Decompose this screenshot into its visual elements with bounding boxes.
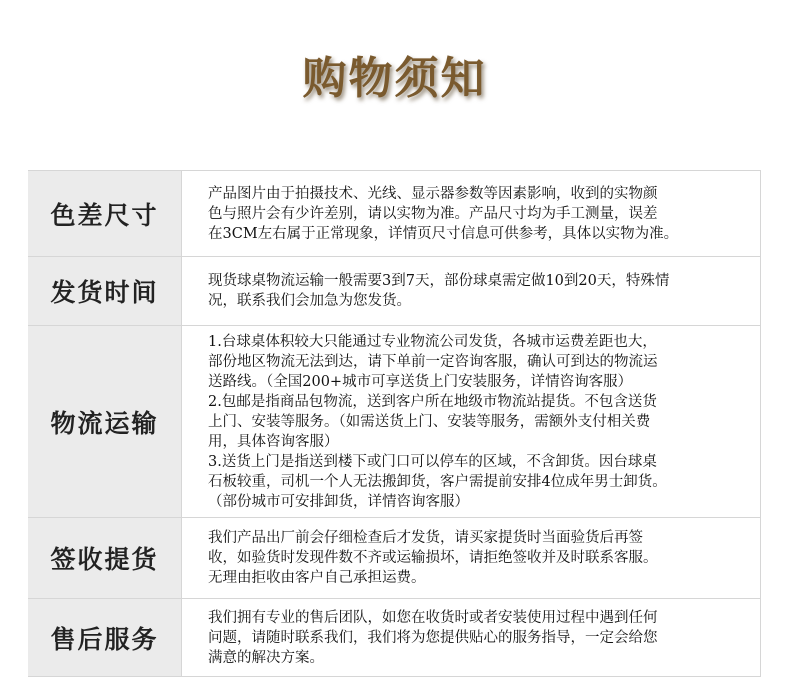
description-line: 满意的解决方案。: [208, 649, 324, 666]
row-color-size: [28, 171, 761, 257]
description-line: 我们拥有专业的售后团队，如您在收货时或者安装使用过程中遇到任何: [208, 609, 658, 626]
row-description: [181, 518, 761, 598]
row-after-sales: [28, 599, 761, 677]
row-description: [181, 599, 761, 676]
description-line: （部份城市可安排卸货，详情咨询客服）: [208, 493, 469, 510]
description-line: 现货球桌物流运输一般需要3到7天，部份球桌需定做10到20天，特殊情: [208, 273, 670, 289]
description-line: 色与照片会有少许差别，请以实物为准。产品尺寸均为手工测量，误差: [208, 205, 658, 222]
row-description: [181, 257, 761, 325]
description-line: 我们产品出厂前会仔细检查后才发货，请买家提货时当面验货后再签: [208, 530, 643, 546]
description-line: 收，如验货时发现件数不齐或运输损坏，请拒绝签收并及时联系客服。: [208, 550, 658, 566]
row-label: 发货时间: [50, 278, 159, 307]
description-line: 问题，请随时联系我们，我们将为您提供贴心的服务指导，一定会给您: [208, 629, 658, 646]
description-line: 石板较重，司机一个人无法搬卸货，客户需提前安排4位成年男士卸货。: [208, 473, 667, 490]
page-title: 购物须知: [302, 53, 487, 104]
row-description: [181, 171, 761, 256]
row-receipt-pickup: [28, 518, 761, 599]
description-line: 部份地区物流无法到达，请下单前一定咨询客服，确认可到达的物流运: [208, 353, 658, 370]
row-label: 售后服务: [50, 624, 159, 654]
row-logistics: [28, 326, 761, 518]
row-description: [181, 326, 761, 517]
description-line: 2.包邮是指商品包物流，送到客户所在地级市物流站提货。不包含送货: [208, 393, 657, 410]
description-line: 送路线。（全国200+城市可享送货上门安装服务，详情咨询客服）: [208, 373, 633, 390]
description-line: 无理由拒收由客户自己承担运费。: [208, 570, 426, 586]
description-line: 用，具体咨询客服）: [208, 433, 339, 450]
row-label: 色差尺寸: [50, 200, 159, 230]
description-line: 在3CM左右属于正常现象，详情页尺寸信息可供参考，具体以实物为准。: [208, 225, 679, 242]
description-line: 况，联系我们会加急为您发货。: [208, 293, 411, 309]
row-label-cell: [28, 518, 181, 598]
row-label-cell: [28, 257, 181, 325]
description-line: 3.送货上门是指送到楼下或门口可以停车的区域，不含卸货。因台球桌: [208, 453, 657, 470]
row-label-cell: [28, 171, 181, 256]
description-line: 上门、安装等服务。（如需送货上门、安装等服务，需额外支付相关费: [208, 413, 651, 430]
description-line: 1.台球桌体积较大只能通过专业物流公司发货，各城市运费差距也大，: [208, 333, 657, 350]
row-shipping-time: [28, 257, 761, 326]
row-label-cell: [28, 599, 181, 676]
notice-table: [28, 170, 761, 677]
row-label: 签收提货: [50, 545, 159, 574]
row-label-cell: [28, 326, 181, 517]
description-line: 产品图片由于拍摄技术、光线、显示器参数等因素影响，收到的实物颜: [208, 185, 658, 202]
row-label: 物流运输: [50, 408, 159, 438]
